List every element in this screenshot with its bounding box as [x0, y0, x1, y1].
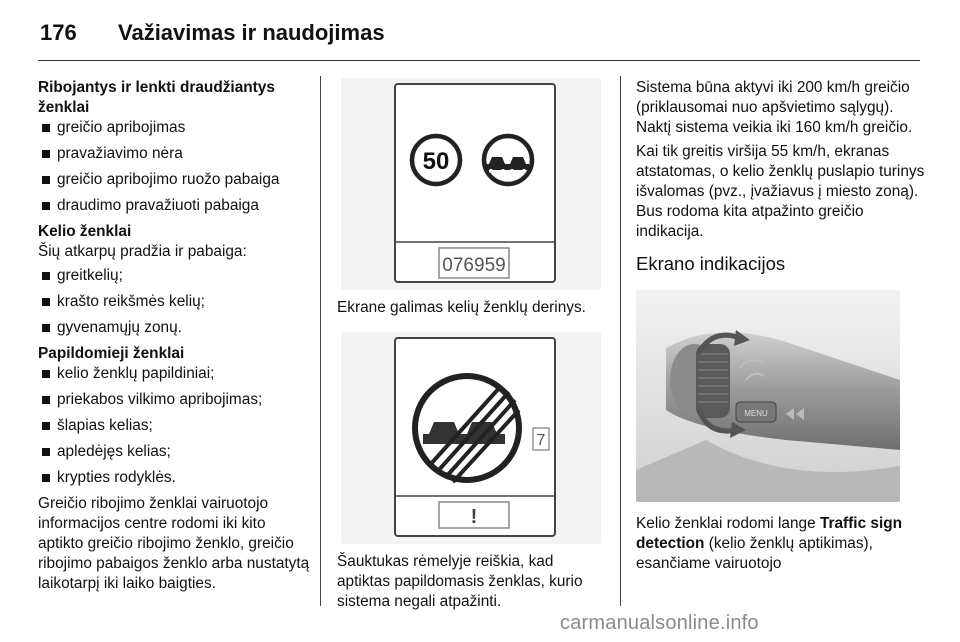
watermark: carmanualsonline.info — [560, 612, 759, 634]
exclamation-mark-icon: ! — [470, 506, 478, 528]
paragraph-reset: Kai tik greitis viršija 55 km/h, ekranas atstatomas, o kelio ženklų puslapio turinys išvalomas (pvz., įvažiavus į miesto zoną). Bus rodoma kita atpažinto greičio indikacija. — [636, 143, 925, 240]
list-item: greitkelių; — [38, 266, 310, 286]
additional-sign-number: 7 — [536, 432, 546, 449]
list-item: krypties rodyklės. — [38, 468, 310, 488]
closing-paragraph: Greičio ribojimo ženklai vairuotojo informacijos centre rodomi iki kito aptikto greičio ribojimo ženklo, greičio ribojimo pabaigos ženklo arba nustatytą laikotarpį iki laiko baigties. — [38, 495, 310, 592]
paragraph-display-window: Kelio ženklai rodomi lange Traffic sign detection (kelio ženklų aptikimas), esančiame vairuotojo — [636, 515, 903, 572]
sign-code-label: 076959 — [442, 255, 506, 276]
bullet-icon — [42, 474, 50, 482]
end-of-no-overtaking-sign-icon — [415, 376, 519, 482]
list-item: apledėjęs kelias; — [38, 442, 310, 462]
bullet-icon — [42, 370, 50, 378]
bullet-icon — [42, 124, 50, 132]
no-overtaking-sign-icon — [484, 136, 532, 184]
steering-column-lever-illustration — [636, 290, 900, 502]
section-heading-display: Ekrano indikacijos — [636, 253, 786, 274]
road-signs-intro: Šių atkarpų pradžia ir pabaiga: — [38, 243, 247, 260]
thumbwheel-icon — [696, 344, 730, 418]
figure-unrecognised-sign — [341, 332, 601, 544]
bullet-icon — [42, 272, 50, 280]
bullet-icon — [42, 202, 50, 210]
column-right — [636, 78, 926, 578]
figure-steering-stalk — [636, 290, 900, 502]
column-middle — [337, 78, 605, 626]
restrictive-signs-list — [38, 118, 310, 216]
section-heading-road-signs: Kelio ženklai — [38, 223, 132, 240]
column-divider-2 — [620, 76, 621, 606]
list-item: priekabos vilkimo apribojimas; — [38, 390, 310, 410]
figure-sign-combination — [341, 78, 601, 290]
additional-signs-list — [38, 364, 310, 488]
unrecognised-sign-illustration — [341, 332, 601, 544]
list-item: gyvenamųjų zonų. — [38, 318, 310, 338]
figure-caption-1: Ekrane galimas kelių ženklų derinys. — [337, 299, 586, 316]
bullet-icon — [42, 396, 50, 404]
chapter-title: Važiavimas ir naudojimas — [118, 20, 385, 45]
figure-caption-2: Šauktukas rėmelyje reiškia, kad aptiktas papildomasis ženklas, kurio sistema negali atpažinti. — [337, 553, 583, 610]
list-item: kelio ženklų papildiniai; — [38, 364, 310, 384]
column-left — [38, 78, 310, 598]
traffic-sign-detection-term: Traffic sign detection — [636, 515, 903, 552]
section-heading-additional-signs: Papildomieji ženklai — [38, 345, 185, 362]
list-item: greičio apribojimo ruožo pabaiga — [38, 170, 310, 190]
bullet-icon — [42, 298, 50, 306]
menu-button-label: MENU — [744, 409, 768, 418]
bullet-icon — [42, 422, 50, 430]
header-rule — [38, 60, 920, 61]
bullet-icon — [42, 150, 50, 158]
road-signs-list — [38, 266, 310, 338]
page-number: 176 — [40, 20, 77, 45]
speed-limit-value: 50 — [422, 148, 450, 175]
list-item: krašto reikšmės kelių; — [38, 292, 310, 312]
bullet-icon — [42, 176, 50, 184]
bullet-icon — [42, 448, 50, 456]
list-item: greičio apribojimas — [38, 118, 310, 138]
sign-combination-illustration — [341, 78, 601, 290]
list-item: draudimo pravažiuoti pabaiga — [38, 196, 310, 216]
list-item: šlapias kelias; — [38, 416, 310, 436]
paragraph-system-active: Sistema būna aktyvi iki 200 km/h greičio (priklausomai nuo apšvietimo sąlygų). Naktį sistema veikia iki 160 km/h greičio. — [636, 79, 913, 136]
list-item: pravažiavimo nėra — [38, 144, 310, 164]
bullet-icon — [42, 324, 50, 332]
column-divider-1 — [320, 76, 321, 606]
section-heading-restrictive-signs: Ribojantys ir lenkti draudžiantys ženklai — [38, 79, 275, 116]
